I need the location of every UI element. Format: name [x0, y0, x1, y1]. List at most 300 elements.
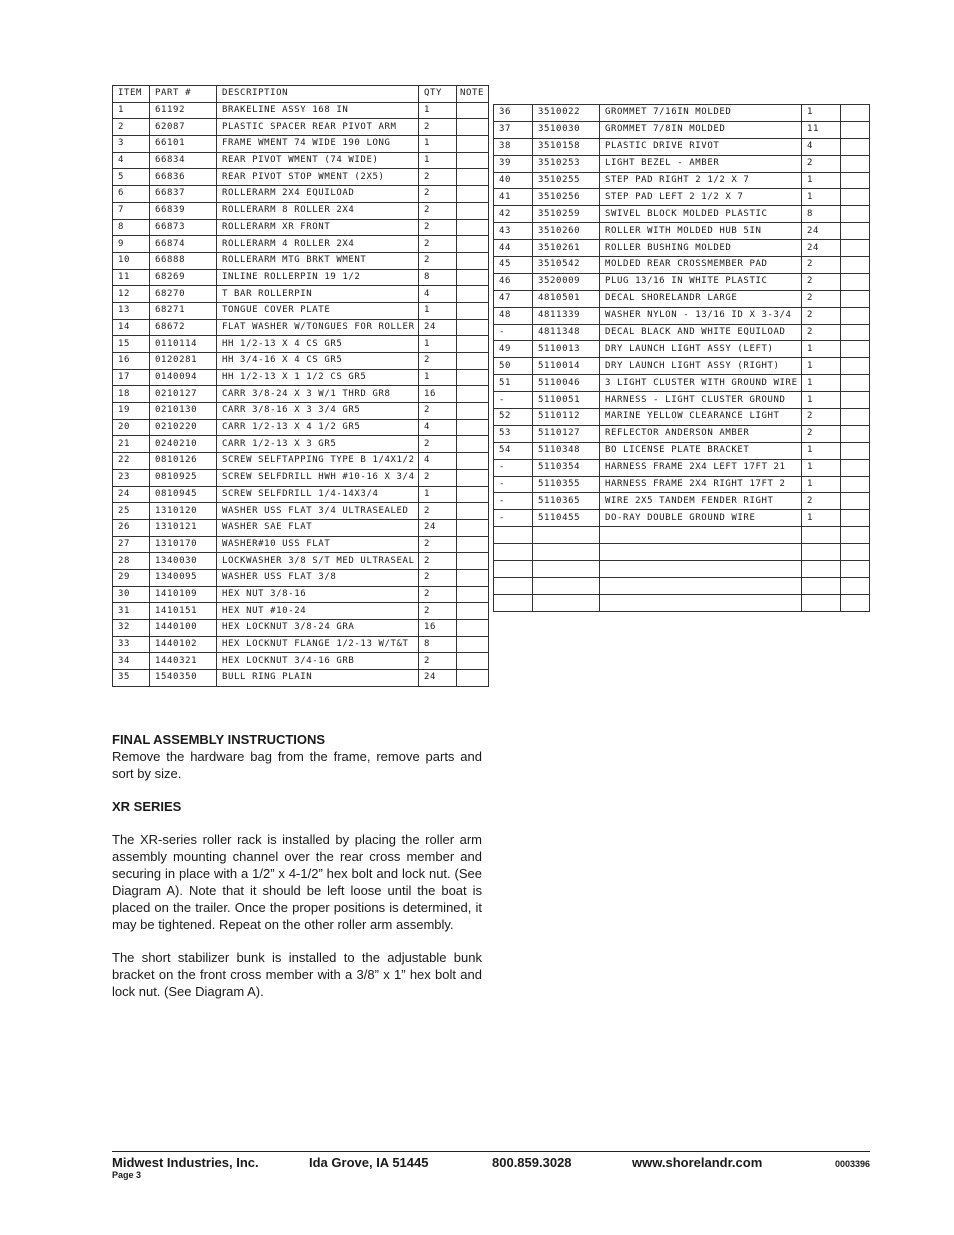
- cell-qty: 8: [419, 269, 457, 286]
- cell-item: 32: [113, 620, 150, 637]
- cell-qty: 2: [419, 236, 457, 253]
- cell-description: WASHER#10 USS FLAT: [217, 536, 419, 553]
- cell-description: FLAT WASHER W/TONGUES FOR ROLLER: [217, 319, 419, 336]
- cell-note: [457, 136, 489, 153]
- cell-part-number: 5110354: [533, 459, 600, 476]
- cell-part-number: 1310120: [150, 503, 217, 520]
- cell-description: HH 1/2-13 X 4 CS GR5: [217, 336, 419, 353]
- table-row: [494, 476, 870, 493]
- table-row: [113, 269, 489, 286]
- cell-item: [494, 561, 533, 578]
- cell-note: [841, 527, 870, 544]
- cell-part-number: 66874: [150, 236, 217, 253]
- cell-description: HEX LOCKNUT 3/8-24 GRA: [217, 620, 419, 637]
- cell-item: 2: [113, 119, 150, 136]
- cell-qty: 24: [419, 319, 457, 336]
- cell-part-number: 3510253: [533, 155, 600, 172]
- table-row: [494, 577, 870, 594]
- cell-qty: 1: [802, 189, 841, 206]
- footer-phone: 800.859.3028: [492, 1155, 572, 1170]
- cell-qty: 8: [802, 206, 841, 223]
- cell-qty: 2: [419, 553, 457, 570]
- cell-item: 24: [113, 486, 150, 503]
- cell-description: [600, 561, 802, 578]
- cell-part-number: 1440102: [150, 636, 217, 653]
- cell-item: 18: [113, 386, 150, 403]
- cell-item: 9: [113, 236, 150, 253]
- cell-item: 6: [113, 186, 150, 203]
- cell-item: 23: [113, 469, 150, 486]
- cell-part-number: [533, 577, 600, 594]
- cell-description: SCREW SELFTAPPING TYPE B 1/4X1/2: [217, 453, 419, 470]
- cell-description: GROMMET 7/8IN MOLDED: [600, 121, 802, 138]
- cell-item: -: [494, 510, 533, 527]
- table-row: [113, 603, 489, 620]
- cell-note: [841, 341, 870, 358]
- cell-item: 10: [113, 252, 150, 269]
- cell-note: [457, 252, 489, 269]
- cell-qty: 1: [419, 486, 457, 503]
- table-row: [113, 286, 489, 303]
- cell-note: [457, 569, 489, 586]
- cell-note: [841, 290, 870, 307]
- cell-item: -: [494, 324, 533, 341]
- xr-series-heading: XR SERIES: [112, 799, 182, 814]
- cell-note: [457, 169, 489, 186]
- table-row: [494, 459, 870, 476]
- xr-series-text: The XR-series roller rack is installed by placing the roller arm assembly mounting channel over the rear cross member and securing in place with a 1/2” x 4-1/2” hex bolt and lock nut. (See Diagram A). Note that it should be left loose until the boat is placed on the trailer. Once the proper positions is determined, it may be tightened. Repeat on the other roller arm assembly.: [112, 832, 482, 932]
- cell-note: [457, 236, 489, 253]
- cell-description: MOLDED REAR CROSSMEMBER PAD: [600, 257, 802, 274]
- cell-note: [841, 172, 870, 189]
- cell-part-number: 68270: [150, 286, 217, 303]
- cell-item: 21: [113, 436, 150, 453]
- cell-note: [841, 409, 870, 426]
- cell-item: 37: [494, 121, 533, 138]
- cell-item: 25: [113, 503, 150, 520]
- cell-description: LOCKWASHER 3/8 S/T MED ULTRASEAL: [217, 553, 419, 570]
- table-row: [113, 569, 489, 586]
- cell-qty: [802, 561, 841, 578]
- cell-qty: 4: [419, 286, 457, 303]
- cell-note: [841, 577, 870, 594]
- table-row: [494, 392, 870, 409]
- cell-qty: 24: [419, 670, 457, 687]
- cell-qty: 1: [802, 459, 841, 476]
- cell-part-number: [533, 561, 600, 578]
- cell-part-number: 0810945: [150, 486, 217, 503]
- table-row: [113, 620, 489, 637]
- cell-qty: 2: [419, 653, 457, 670]
- table-row: [494, 341, 870, 358]
- cell-part-number: 0210220: [150, 419, 217, 436]
- table-row: [113, 503, 489, 520]
- table-row: [494, 223, 870, 240]
- cell-item: 27: [113, 536, 150, 553]
- cell-part-number: 62087: [150, 119, 217, 136]
- cell-note: [457, 653, 489, 670]
- table-row: [494, 442, 870, 459]
- table-row: [113, 469, 489, 486]
- footer-location: Ida Grove, IA 51445: [309, 1155, 429, 1170]
- cell-qty: 2: [802, 273, 841, 290]
- cell-description: HEX NUT #10-24: [217, 603, 419, 620]
- cell-note: [841, 240, 870, 257]
- cell-qty: 2: [802, 425, 841, 442]
- table-header-row: [113, 86, 489, 103]
- cell-note: [457, 620, 489, 637]
- cell-item: 26: [113, 519, 150, 536]
- cell-part-number: 1410151: [150, 603, 217, 620]
- cell-part-number: 5110013: [533, 341, 600, 358]
- column-header-note: NOTE: [457, 86, 489, 103]
- cell-description: REAR PIVOT WMENT (74 WIDE): [217, 152, 419, 169]
- table-row: [113, 536, 489, 553]
- cell-description: MARINE YELLOW CLEARANCE LIGHT: [600, 409, 802, 426]
- cell-qty: 24: [419, 519, 457, 536]
- cell-qty: 2: [419, 586, 457, 603]
- cell-item: 17: [113, 369, 150, 386]
- cell-part-number: 66101: [150, 136, 217, 153]
- cell-note: [457, 202, 489, 219]
- cell-item: -: [494, 392, 533, 409]
- table-row: [494, 425, 870, 442]
- cell-item: [494, 544, 533, 561]
- cell-part-number: 68271: [150, 302, 217, 319]
- cell-description: PLASTIC SPACER REAR PIVOT ARM: [217, 119, 419, 136]
- table-row: [494, 409, 870, 426]
- cell-qty: 1: [419, 152, 457, 169]
- cell-note: [841, 307, 870, 324]
- cell-item: 36: [494, 105, 533, 122]
- cell-item: 41: [494, 189, 533, 206]
- table-row: [494, 594, 870, 611]
- cell-note: [841, 442, 870, 459]
- cell-part-number: 66837: [150, 186, 217, 203]
- cell-qty: 2: [419, 503, 457, 520]
- cell-note: [841, 392, 870, 409]
- cell-note: [841, 105, 870, 122]
- assembly-instructions: [112, 731, 482, 1000]
- table-row: [113, 419, 489, 436]
- cell-description: 3 LIGHT CLUSTER WITH GROUND WIRE: [600, 375, 802, 392]
- cell-part-number: 5110112: [533, 409, 600, 426]
- cell-description: ROLLERARM XR FRONT: [217, 219, 419, 236]
- cell-qty: 1: [802, 341, 841, 358]
- cell-part-number: 1440100: [150, 620, 217, 637]
- cell-description: HH 3/4-16 X 4 CS GR5: [217, 353, 419, 370]
- column-header-qty: QTY: [419, 86, 457, 103]
- cell-note: [841, 206, 870, 223]
- cell-item: [494, 527, 533, 544]
- cell-qty: 2: [419, 219, 457, 236]
- cell-qty: 2: [802, 257, 841, 274]
- cell-description: SCREW SELFDRILL HWH #10-16 X 3/4: [217, 469, 419, 486]
- table-row: [113, 519, 489, 536]
- cell-item: 29: [113, 569, 150, 586]
- final-assembly-heading: FINAL ASSEMBLY INSTRUCTIONS: [112, 732, 326, 747]
- column-header-item: ITEM: [113, 86, 150, 103]
- cell-qty: 2: [419, 353, 457, 370]
- cell-qty: 1: [802, 510, 841, 527]
- cell-description: [600, 544, 802, 561]
- cell-note: [457, 186, 489, 203]
- cell-description: [600, 594, 802, 611]
- cell-part-number: 3510542: [533, 257, 600, 274]
- table-row: [113, 353, 489, 370]
- cell-part-number: 4811348: [533, 324, 600, 341]
- cell-note: [457, 336, 489, 353]
- cell-qty: 8: [419, 636, 457, 653]
- cell-item: 28: [113, 553, 150, 570]
- cell-part-number: 5110348: [533, 442, 600, 459]
- cell-note: [841, 510, 870, 527]
- cell-qty: 2: [419, 169, 457, 186]
- cell-qty: [802, 527, 841, 544]
- cell-part-number: 61192: [150, 102, 217, 119]
- cell-note: [457, 403, 489, 420]
- cell-qty: 2: [419, 436, 457, 453]
- cell-note: [457, 536, 489, 553]
- table-row: [494, 324, 870, 341]
- cell-description: HARNESS FRAME 2X4 RIGHT 17FT 2: [600, 476, 802, 493]
- cell-qty: 4: [419, 453, 457, 470]
- cell-description: DRY LAUNCH LIGHT ASSY (RIGHT): [600, 358, 802, 375]
- cell-part-number: [533, 527, 600, 544]
- table-row: [113, 403, 489, 420]
- cell-note: [457, 286, 489, 303]
- cell-description: REFLECTOR ANDERSON AMBER: [600, 425, 802, 442]
- cell-description: GROMMET 7/16IN MOLDED: [600, 105, 802, 122]
- table-row: [494, 206, 870, 223]
- cell-item: 42: [494, 206, 533, 223]
- cell-description: [600, 527, 802, 544]
- cell-description: DO-RAY DOUBLE GROUND WIRE: [600, 510, 802, 527]
- cell-part-number: 3510022: [533, 105, 600, 122]
- cell-part-number: 3520009: [533, 273, 600, 290]
- cell-part-number: 5110051: [533, 392, 600, 409]
- table-row: [113, 252, 489, 269]
- cell-qty: [802, 577, 841, 594]
- cell-qty: [802, 594, 841, 611]
- cell-item: 47: [494, 290, 533, 307]
- cell-qty: 2: [419, 603, 457, 620]
- cell-item: 53: [494, 425, 533, 442]
- cell-qty: 2: [802, 307, 841, 324]
- column-header-part: PART #: [150, 86, 217, 103]
- cell-description: CARR 3/8-16 X 3 3/4 GR5: [217, 403, 419, 420]
- cell-item: 45: [494, 257, 533, 274]
- table-row: [113, 152, 489, 169]
- cell-part-number: 1310170: [150, 536, 217, 553]
- cell-note: [841, 155, 870, 172]
- cell-item: 1: [113, 102, 150, 119]
- table-row: [113, 186, 489, 203]
- cell-description: HARNESS FRAME 2X4 LEFT 17FT 21: [600, 459, 802, 476]
- cell-part-number: 0120281: [150, 353, 217, 370]
- cell-qty: 2: [419, 403, 457, 420]
- cell-description: SWIVEL BLOCK MOLDED PLASTIC: [600, 206, 802, 223]
- cell-part-number: 3510256: [533, 189, 600, 206]
- cell-part-number: 5110046: [533, 375, 600, 392]
- cell-description: WASHER NYLON - 13/16 ID X 3-3/4: [600, 307, 802, 324]
- cell-note: [457, 319, 489, 336]
- cell-note: [457, 152, 489, 169]
- table-row: [113, 136, 489, 153]
- cell-qty: 1: [802, 392, 841, 409]
- cell-description: WASHER SAE FLAT: [217, 519, 419, 536]
- cell-description: LIGHT BEZEL - AMBER: [600, 155, 802, 172]
- cell-qty: 1: [802, 358, 841, 375]
- cell-note: [457, 369, 489, 386]
- cell-description: T BAR ROLLERPIN: [217, 286, 419, 303]
- cell-description: WASHER USS FLAT 3/4 ULTRASEALED: [217, 503, 419, 520]
- cell-description: PLASTIC DRIVE RIVOT: [600, 138, 802, 155]
- cell-note: [841, 273, 870, 290]
- table-row: [494, 358, 870, 375]
- cell-note: [841, 223, 870, 240]
- cell-note: [841, 594, 870, 611]
- cell-qty: 1: [802, 172, 841, 189]
- cell-part-number: 0810925: [150, 469, 217, 486]
- cell-part-number: 66834: [150, 152, 217, 169]
- table-row: [113, 336, 489, 353]
- cell-qty: 24: [802, 223, 841, 240]
- table-row: [494, 527, 870, 544]
- cell-description: HARNESS - LIGHT CLUSTER GROUND: [600, 392, 802, 409]
- cell-qty: 1: [419, 136, 457, 153]
- cell-qty: 2: [419, 119, 457, 136]
- table-row: [494, 138, 870, 155]
- table-row: [494, 561, 870, 578]
- cell-description: ROLLERARM 8 ROLLER 2X4: [217, 202, 419, 219]
- final-assembly-text: Remove the hardware bag from the frame, remove parts and sort by size.: [112, 749, 482, 781]
- cell-description: CARR 1/2-13 X 4 1/2 GR5: [217, 419, 419, 436]
- cell-qty: 2: [419, 469, 457, 486]
- column-header-description: DESCRIPTION: [217, 86, 419, 103]
- cell-description: BRAKELINE ASSY 168 IN: [217, 102, 419, 119]
- table-row: [113, 653, 489, 670]
- cell-qty: 2: [802, 290, 841, 307]
- footer-website: www.shorelandr.com: [632, 1155, 763, 1170]
- cell-item: 34: [113, 653, 150, 670]
- cell-qty: 2: [802, 324, 841, 341]
- cell-description: BO LICENSE PLATE BRACKET: [600, 442, 802, 459]
- cell-qty: 1: [419, 302, 457, 319]
- cell-part-number: 66836: [150, 169, 217, 186]
- cell-part-number: 66888: [150, 252, 217, 269]
- cell-item: 8: [113, 219, 150, 236]
- cell-description: ROLLERARM MTG BRKT WMENT: [217, 252, 419, 269]
- footer-doc-number: 0003396: [835, 1159, 871, 1169]
- cell-item: 19: [113, 403, 150, 420]
- cell-note: [841, 425, 870, 442]
- cell-item: 51: [494, 375, 533, 392]
- cell-item: 33: [113, 636, 150, 653]
- cell-note: [457, 519, 489, 536]
- table-row: [494, 290, 870, 307]
- cell-description: BULL RING PLAIN: [217, 670, 419, 687]
- table-row: [494, 493, 870, 510]
- cell-description: PLUG 13/16 IN WHITE PLASTIC: [600, 273, 802, 290]
- cell-description: HEX LOCKNUT FLANGE 1/2-13 W/T&T: [217, 636, 419, 653]
- cell-part-number: 4810501: [533, 290, 600, 307]
- cell-note: [457, 269, 489, 286]
- cell-qty: 4: [419, 419, 457, 436]
- table-row: [113, 453, 489, 470]
- footer-divider: [112, 1151, 870, 1152]
- cell-qty: 2: [419, 186, 457, 203]
- cell-note: [841, 476, 870, 493]
- cell-note: [457, 453, 489, 470]
- cell-note: [841, 561, 870, 578]
- cell-item: 38: [494, 138, 533, 155]
- table-row: [113, 369, 489, 386]
- table-row: [113, 302, 489, 319]
- cell-description: DECAL BLACK AND WHITE EQUILOAD: [600, 324, 802, 341]
- cell-description: ROLLER WITH MOLDED HUB 5IN: [600, 223, 802, 240]
- cell-note: [841, 121, 870, 138]
- cell-description: ROLLER BUSHING MOLDED: [600, 240, 802, 257]
- cell-item: 46: [494, 273, 533, 290]
- table-row: [494, 273, 870, 290]
- cell-part-number: 3510260: [533, 223, 600, 240]
- cell-qty: 1: [802, 105, 841, 122]
- table-row: [113, 219, 489, 236]
- cell-note: [841, 138, 870, 155]
- stabilizer-bunk-text: The short stabilizer bunk is installed to the adjustable bunk bracket on the front cross member with a 3/8” x 1” hex bolt and lock nut. (See Diagram A).: [112, 950, 482, 999]
- cell-description: [600, 577, 802, 594]
- cell-qty: 16: [419, 620, 457, 637]
- cell-qty: 11: [802, 121, 841, 138]
- footer-page-number: Page 3: [112, 1170, 142, 1180]
- table-row: [113, 386, 489, 403]
- cell-part-number: 1310121: [150, 519, 217, 536]
- cell-item: 40: [494, 172, 533, 189]
- cell-qty: 2: [802, 493, 841, 510]
- cell-item: 54: [494, 442, 533, 459]
- cell-description: STEP PAD RIGHT 2 1/2 X 7: [600, 172, 802, 189]
- cell-item: 3: [113, 136, 150, 153]
- cell-part-number: 1340030: [150, 553, 217, 570]
- cell-qty: 1: [419, 102, 457, 119]
- cell-note: [457, 636, 489, 653]
- cell-item: 43: [494, 223, 533, 240]
- footer-company: Midwest Industries, Inc.: [112, 1155, 259, 1170]
- cell-item: 50: [494, 358, 533, 375]
- cell-part-number: 1410109: [150, 586, 217, 603]
- cell-item: -: [494, 493, 533, 510]
- cell-item: 48: [494, 307, 533, 324]
- cell-part-number: 3510259: [533, 206, 600, 223]
- cell-part-number: 3510261: [533, 240, 600, 257]
- cell-note: [841, 493, 870, 510]
- table-row: [113, 102, 489, 119]
- cell-part-number: 0210130: [150, 403, 217, 420]
- cell-qty: 2: [802, 409, 841, 426]
- cell-note: [457, 102, 489, 119]
- cell-item: 22: [113, 453, 150, 470]
- cell-item: 7: [113, 202, 150, 219]
- cell-note: [457, 586, 489, 603]
- cell-qty: 24: [802, 240, 841, 257]
- parts-list-table-left: [112, 85, 489, 687]
- cell-note: [457, 219, 489, 236]
- cell-qty: 1: [802, 442, 841, 459]
- table-row: [494, 189, 870, 206]
- cell-description: DRY LAUNCH LIGHT ASSY (LEFT): [600, 341, 802, 358]
- cell-qty: [802, 544, 841, 561]
